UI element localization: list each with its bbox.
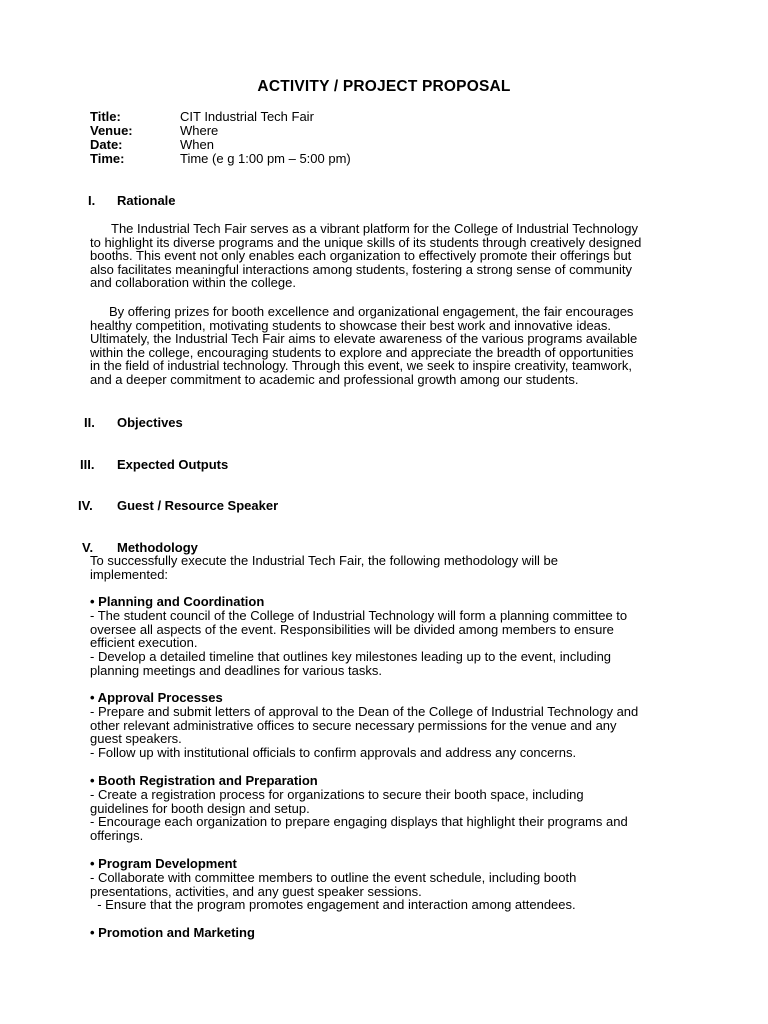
section-title: Rationale <box>117 193 176 208</box>
methodology-intro <box>90 554 690 582</box>
text-line: guest speakers. <box>90 731 182 747</box>
section-number: IV. <box>78 498 93 513</box>
text-line: - Develop a detailed timeline that outlines key milestones leading up to the event, including <box>90 649 612 665</box>
text-line: - Ensure that the program promotes engagement and interaction among attendees. <box>90 897 576 913</box>
meta-key: Time: <box>90 151 125 166</box>
document-heading: ACTIVITY / PROJECT PROPOSAL <box>257 78 511 95</box>
text-line: oversee all aspects of the event. Responsibilities will be divided among members to ensure <box>90 621 614 637</box>
meta-value: CIT Industrial Tech Fair <box>180 109 314 124</box>
text-line: implemented: <box>90 566 169 582</box>
methodology-item-booth <box>90 774 690 843</box>
text-line: and a deeper commitment to academic and professional growth among our students. <box>90 371 579 387</box>
text-line: Ultimately, the Industrial Tech Fair aims to elevate awareness of the various programs available <box>90 331 638 347</box>
section-number: I. <box>88 193 96 208</box>
item-title: • Promotion and Marketing <box>90 925 255 940</box>
section-title: Objectives <box>117 415 183 430</box>
text-line: - Collaborate with committee members to outline the event schedule, including booth <box>90 869 577 885</box>
text-line: The Industrial Tech Fair serves as a vibrant platform for the College of Industrial Technology <box>111 221 639 236</box>
text-line: in the field of industrial technology. Through this event, we seek to inspire creativity, teamwork, <box>90 358 632 374</box>
meta-row-date <box>90 138 351 152</box>
text-line: By offering prizes for booth excellence and organizational engagement, the fair encourages <box>109 304 634 319</box>
text-line: guidelines for booth design and setup. <box>90 800 310 816</box>
meta-value: Time (e g 1:00 pm – 5:00 pm) <box>180 151 351 166</box>
item-title: • Booth Registration and Preparation <box>90 773 318 788</box>
section-title: Methodology <box>117 540 198 555</box>
text-line: booths. This event not only enables each organization to effectively promote their offerings but <box>90 248 632 264</box>
meta-row-venue <box>90 124 351 138</box>
text-line: - Prepare and submit letters of approval to the Dean of the College of Industrial Technology and <box>90 703 639 719</box>
text-line: offerings. <box>90 828 144 844</box>
text-line: - Create a registration process for organizations to secure their booth space, including <box>90 786 584 802</box>
text-line: - Encourage each organization to prepare engaging displays that highlight their programs and <box>90 814 628 830</box>
item-title: • Planning and Coordination <box>90 594 265 609</box>
text-line: To successfully execute the Industrial Tech Fair, the following methodology will be <box>90 553 559 568</box>
text-line: presentations, activities, and any guest speaker sessions. <box>90 883 422 899</box>
item-title: • Program Development <box>90 856 237 871</box>
methodology-item-promotion <box>90 926 690 940</box>
text-line: within the college, encouraging students to explore and appreciate the breadth of opportunities <box>90 344 634 360</box>
meta-key: Title: <box>90 109 121 124</box>
section-number: V. <box>82 540 94 555</box>
text-line: to highlight its diverse programs and the unique skills of its students through creatively designed <box>90 234 642 250</box>
text-line: healthy competition, motivating students to showcase their best work and innovative ideas. <box>90 317 612 333</box>
meta-key: Date: <box>90 137 123 152</box>
text-line: - The student council of the College of Industrial Technology will form a planning committee to <box>90 607 628 623</box>
text-line: planning meetings and deadlines for various tasks. <box>90 662 382 678</box>
section-title: Guest / Resource Speaker <box>117 498 279 513</box>
text-line: efficient execution. <box>90 635 198 651</box>
rationale-paragraph-2 <box>90 305 678 387</box>
methodology-item-approval <box>90 691 690 760</box>
text-line: - Follow up with institutional officials to confirm approvals and address any concerns. <box>90 745 577 761</box>
item-title: • Approval Processes <box>90 690 223 705</box>
meta-value: When <box>180 137 214 152</box>
section-number: III. <box>80 457 95 472</box>
meta-value: Where <box>180 123 219 138</box>
rationale-paragraph-1 <box>90 222 678 290</box>
text-line: and collaboration within the college. <box>90 275 296 291</box>
methodology-item-planning <box>90 595 690 678</box>
meta-key: Venue: <box>90 123 133 138</box>
proposal-meta <box>90 110 351 166</box>
meta-row-time <box>90 152 351 166</box>
meta-row-title <box>90 110 351 124</box>
text-line: also facilitates meaningful interactions among students, fostering a strong sense of community <box>90 261 632 277</box>
text-line: other relevant administrative offices to secure necessary permissions for the venue and any <box>90 717 617 733</box>
section-number: II. <box>84 415 95 430</box>
methodology-item-program <box>90 857 690 912</box>
section-title: Expected Outputs <box>117 457 229 472</box>
